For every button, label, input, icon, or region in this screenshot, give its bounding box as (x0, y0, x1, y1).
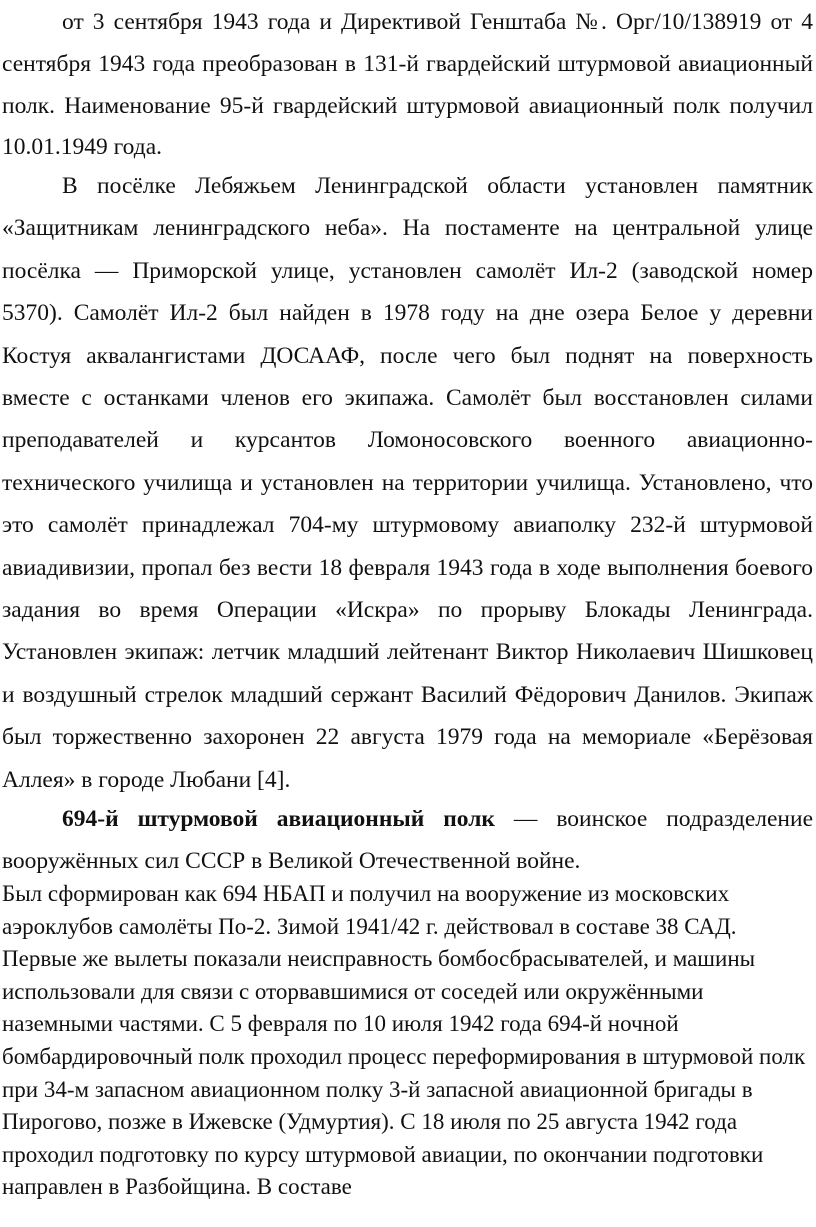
paragraph-regiment-renaming: от 3 сентября 1943 года и Директивой Генштаба №. Орг/10/138919 от 4 сентября 1943 года преобразован в 131-й гвардейский штурмовой авиационный полк. Наименование 95-й гвардейский штурмовой авиационный полк получил 10.01.1949 года. (2, 9, 813, 161)
paragraph-il2-monument: В посёлке Лебяжьем Ленинградской области установлен памятник «Защитникам ленинградского неба». На постаменте на центральной улице посёлка — Приморской улице, установлен самолёт Ил-2 (заводской номер 5370). Самолёт Ил-2 был найден в 1978 году на дне озера Белое у деревни Костуя аквалангистами ДОСААФ, после чего был поднят на поверхность вместе с останками членов его экипажа. Самолёт был восстановлен силами преподавателей и курсантов Ломоносовского военного авиационно-технического училища и установлен на территории училища. Установлено, что это самолёт принадлежал 704-му штурмовому авиаполку 232-й штурмовой авиадивизии, пропал без вести 18 февраля 1943 года в ходе выполнения боевого задания во время Операции «Искра» по прорыву Блокады Ленинграда. Установлен экипаж: летчик младший лейтенант Виктор Николаевич Шишковец и воздушный стрелок младший сержант Василий Фёдорович Данилов. Экипаж был торжественно захоронен 22 августа 1979 года на мемориале «Берёзовая Аллея» в городе Любани [4]. (2, 173, 813, 793)
paragraph-694-regiment-heading (2, 798, 813, 882)
regiment-name-bold: 694-й штурмовой авиационный полк (62, 806, 495, 832)
regiment-definition: — воинское подразделение вооружённых сил СССР в Великой Отечественной войне. (2, 806, 813, 874)
paragraph-694-regiment-history: Был сформирован как 694 НБАП и получил на вооружение из московских аэроклубов самолёты По-2. Зимой 1941/42 г. действовал в составе 38 САД. Первые же вылеты показали неисправность бомбосбрасывателей, и машины использовали для связи с оторвавшимися от соседей или окружёнными наземными частями. С 5 февраля по 10 июля 1942 года 694-й ночной бомбардировочный полк проходил процесс переформирования в штурмовой полк при 34-м запасном авиационном полку 3-й запасной авиационной бригады в Пирогово, позже в Ижевске (Удмуртия). С 18 июля по 25 августа 1942 года проходил подготовку по курсу штурмовой авиации, по окончании подготовки направлен в Разбойщина. В составе (2, 881, 806, 1200)
